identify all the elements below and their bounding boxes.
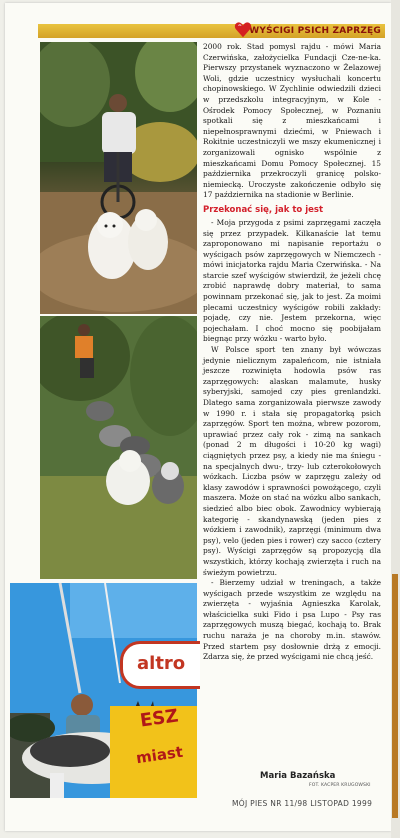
article-column <box>203 42 381 663</box>
sponsor-banner-yellow <box>110 706 197 798</box>
article-paragraph: W Polsce sport ten znany był wówczas jedynie nielicznym zapaleńcom, nie istniała jeszcze rozwinięta hodowla psów ras zaprzęgowych: alaskan malamute, husky syberyjski, samojed czy pies grenlandzki. Dlatego sama zorganizowała pierwsze zawody w 1990 r. i stała się propagatorką psich zaprzęgów. Sport ten można, wbrew pozorom, uprawiać przez cały rok - zimą na sankach (ponad 2 m długości i 10-20 kg wagi) ciągniętych przez psy, a kiedy nie ma śniegu - na specjalnych dwu-, trzy- lub czterokołowych wózkach. Liczba psów w zaprzęgu zależy od klasy zawodów i sprawności powożącego, czyli maszera. Może on stać na wózku albo sankach, siedzieć albo biec obok. Zawodnicy wybierają kategorię - skandynawską (jeden pies z wózkiem i zawodnik), zaprzęgi (minimum dwa psy), velo (jeden pies i rower) czy sacco (cztery psy). Wyścigi zaprzęgów są propozycją dla wszystkich, którzy kochają zwierzęta i ruch na świeżym powietrzu. <box>203 345 381 577</box>
article-paragraph: - Moja przygoda z psimi zaprzęgami zaczęła się przez przypadek. Kilkanaście lat temu zaproponowano mi napisanie reportażu o wyścigach psów zaprzęgowych w Niemczech - mówi inicjatorka rajdu Maria Czerwińska. - Na starcie szef wyścigów stwierdził, że jeżeli chcę zrobić naprawdę dobry materiał, to sama powinnam przekonać się, jak to jest. Za moimi plecami uczestnicy wyścigów robili zakłady: pojadę, czy nie. Jestem przekorna, więc pojechałam. I choć mocno się poobijałam biegnąc przy wózku - warto było. <box>203 217 381 344</box>
photo-dog-team-race <box>40 316 197 579</box>
photo-credit: FOT. KACPER KRUGOWSKI <box>309 783 371 788</box>
banner-text-line2: miast <box>134 742 185 768</box>
photo-musher-bicycle-samoyeds <box>40 42 197 314</box>
heart-icon <box>234 21 252 39</box>
sponsor-banner-red <box>120 641 200 689</box>
article-paragraph: 2000 rok. Stad pomysl rajdu - mówi Maria Czerwińska, założycielka Fundacji Cze-ne-ka. Pierwszy przystanek wyznaczono w Żelazowej Woli, gdzie uczestnicy wysłuchali koncertu chopinowskiego. W Zychlinie odwiedzili dzieci w przedszkolu integracyjnym, w Kole - Ośrodek Pomocy Społecznej, w Poznaniu spotkali się z mieszkańcami i niepełnosprawnymi dziećmi, w Pniewach i Rokitnie uczestniczyli we mszy ekumenicznej i zorganizowali ognisko wspólnie z mieszkańcami Domu Pomocy Społecznej. 15 października przekroczyli granicę polsko-niemiecką. Uroczyste zakończenie odbyło się 17 października na stadionie w Berlinie. <box>203 42 381 200</box>
banner-text: altro <box>137 653 186 674</box>
adjacent-page-edge <box>391 0 400 838</box>
section-title: WYŚCIGI PSICH ZAPRZĘG <box>249 26 381 36</box>
article-subheading: Przekonać się, jak to jest <box>203 204 324 215</box>
banner-text-line1: ESZ <box>138 705 180 732</box>
article-paragraph: - Bierzemy udział w treningach, a także wyścigach przede wszystkim ze względu na zwierzęta - wyjaśnia Agnieszka Karolak, właścicielka suki Fido i psa Lupo - Psy ras zaprzęgowych muszą biegać, kochają to. Brak ruchu naraża je na choroby m.in. stawów. Przed startem psy dosłownie drżą z emocji. Zdarza się, że przed wyścigami nie chcą jeść. <box>203 578 381 662</box>
page-folio: MÓJ PIES NR 11/98 LISTOPAD 1999 <box>232 799 373 808</box>
section-header-bar <box>38 24 385 38</box>
author-byline: Maria Bazańska <box>260 771 336 781</box>
